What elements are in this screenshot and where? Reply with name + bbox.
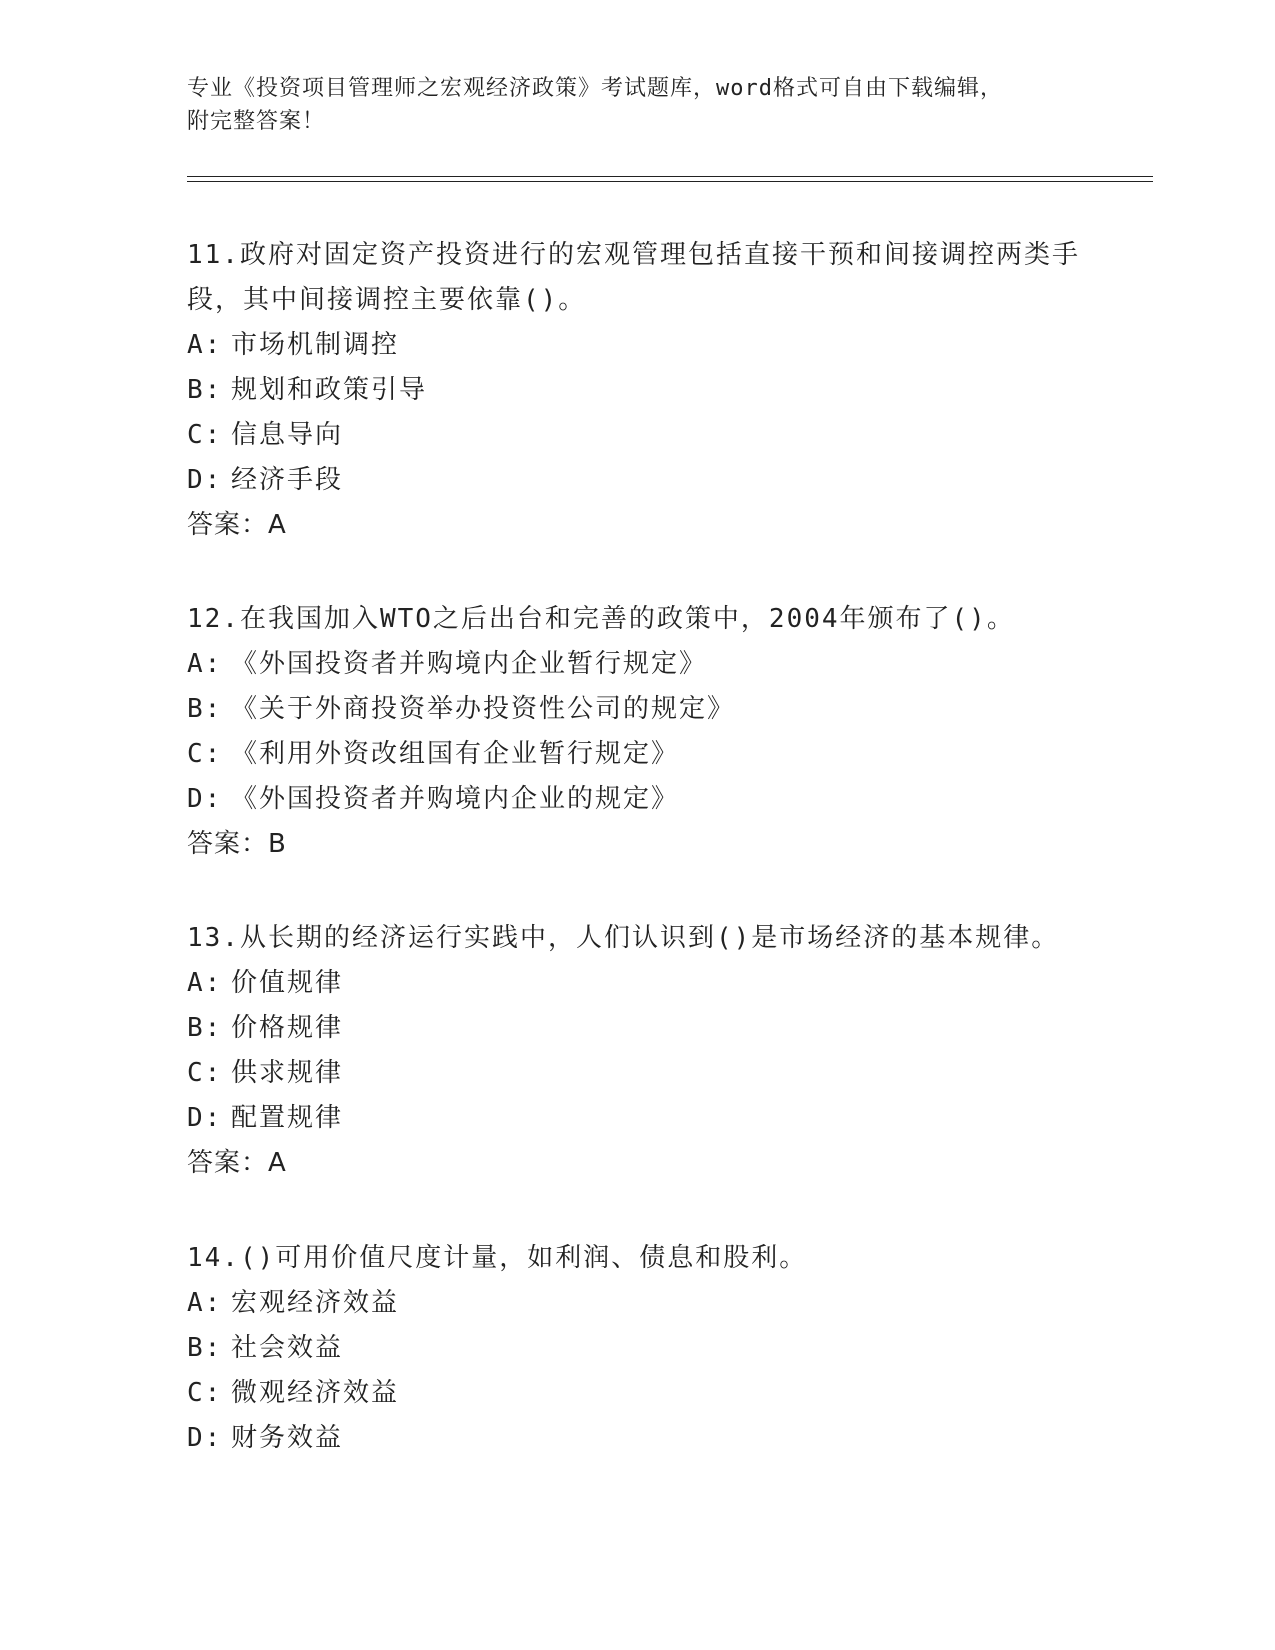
option-letter: D:	[187, 1103, 223, 1133]
option-text: 配置规律	[231, 1103, 344, 1133]
option-c	[187, 1051, 1087, 1096]
option-b	[187, 1006, 1087, 1051]
option-text: 价格规律	[231, 1013, 344, 1043]
header-line-1: 专业《投资项目管理师之宏观经济政策》考试题库，word格式可自由下载编辑，	[187, 76, 1003, 101]
option-letter: D:	[187, 1423, 223, 1453]
option-letter: D:	[187, 784, 223, 814]
option-letter: A:	[187, 649, 223, 679]
option-b	[187, 687, 1087, 732]
option-text: 宏观经济效益	[231, 1288, 400, 1318]
option-letter: A:	[187, 330, 223, 360]
option-letter: C:	[187, 739, 223, 769]
question-stem: 13.从长期的经济运行实践中，人们认识到()是市场经济的基本规律。	[187, 923, 1060, 953]
option-d	[187, 777, 1087, 822]
option-letter: B:	[187, 375, 223, 405]
header-divider-top	[187, 176, 1153, 177]
option-b	[187, 368, 1087, 413]
option-a	[187, 323, 1087, 368]
option-d	[187, 458, 1087, 503]
option-c	[187, 413, 1087, 458]
option-a	[187, 1281, 1087, 1326]
header-divider-bottom	[187, 181, 1153, 182]
option-text: 《外国投资者并购境内企业暂行规定》	[231, 649, 708, 679]
option-letter: A:	[187, 1288, 223, 1318]
question-11	[187, 233, 1087, 548]
option-text: 市场机制调控	[231, 330, 400, 360]
option-letter: B:	[187, 694, 223, 724]
option-letter: B:	[187, 1013, 223, 1043]
question-12	[187, 597, 1087, 867]
question-stem: 12.在我国加入WTO之后出台和完善的政策中，2004年颁布了()。	[187, 604, 1015, 634]
option-b	[187, 1326, 1087, 1371]
header-line-2: 附完整答案！	[187, 109, 326, 134]
option-text: 价值规律	[231, 968, 344, 998]
option-text: 《外国投资者并购境内企业的规定》	[231, 784, 680, 814]
option-letter: C:	[187, 1058, 223, 1088]
option-text: 财务效益	[231, 1423, 344, 1453]
question-13	[187, 916, 1087, 1186]
option-text: 供求规律	[231, 1058, 344, 1088]
option-d	[187, 1416, 1087, 1461]
option-text: 《利用外资改组国有企业暂行规定》	[231, 739, 680, 769]
option-text: 经济手段	[231, 465, 344, 495]
question-14	[187, 1236, 1087, 1461]
option-letter: B:	[187, 1333, 223, 1363]
answer-line: 答案：B	[187, 829, 287, 859]
option-text: 微观经济效益	[231, 1378, 400, 1408]
option-d	[187, 1096, 1087, 1141]
option-c	[187, 732, 1087, 777]
option-letter: C:	[187, 1378, 223, 1408]
question-stem: 14.()可用价值尺度计量，如利润、债息和股利。	[187, 1243, 808, 1273]
option-text: 信息导向	[231, 420, 344, 450]
answer-line: 答案：A	[187, 1148, 287, 1178]
option-c	[187, 1371, 1087, 1416]
option-letter: C:	[187, 420, 223, 450]
option-text: 规划和政策引导	[231, 375, 428, 405]
question-stem: 11.政府对固定资产投资进行的宏观管理包括直接干预和间接调控两类手段，其中间接调控主要依靠()。	[187, 240, 1080, 315]
answer-line: 答案：A	[187, 510, 287, 540]
option-letter: A:	[187, 968, 223, 998]
option-a	[187, 642, 1087, 687]
option-letter: D:	[187, 465, 223, 495]
option-text: 社会效益	[231, 1333, 344, 1363]
option-a	[187, 961, 1087, 1006]
document-header	[187, 72, 1087, 138]
option-text: 《关于外商投资举办投资性公司的规定》	[231, 694, 736, 724]
